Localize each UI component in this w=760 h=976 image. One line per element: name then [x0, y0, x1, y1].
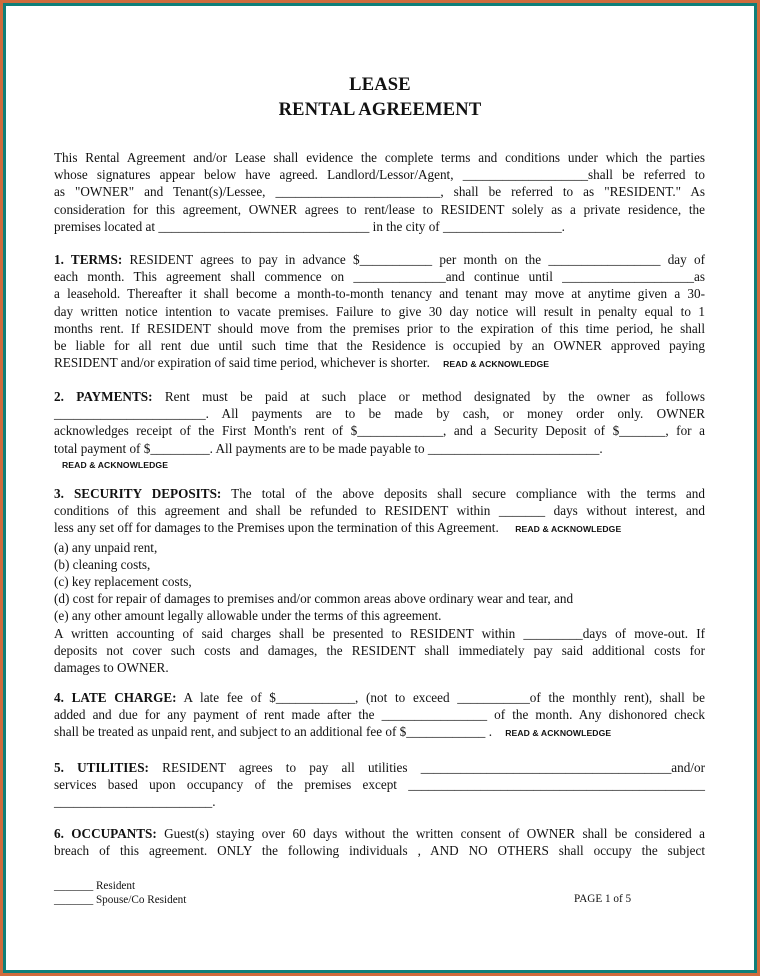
security-read-acknowledge: READ & ACKNOWLEDGE: [515, 524, 622, 535]
utilities-line: ________________________.: [54, 794, 216, 810]
utilities-line: services based upon occupancy of the premises except _____________________________________________: [54, 777, 705, 793]
occupants-heading: 6. OCCUPANTS:: [54, 826, 157, 841]
security-line: less any set off for damages to the Premises upon the termination of this Agreement.: [54, 520, 499, 536]
section-late-charge: [54, 689, 705, 743]
terms-read-acknowledge: READ & ACKNOWLEDGE: [443, 359, 550, 370]
occupants-line: breach of this agreement. ONLY the following individuals , AND NO OTHERS shall occupy the subject: [54, 843, 705, 859]
late-read-acknowledge: READ & ACKNOWLEDGE: [505, 728, 612, 739]
terms-line: be liable for all rent due until such time that the Residence is occupied by an OWNER approved paying: [54, 338, 705, 354]
security-after-line: deposits not cover such costs and damages, the RESIDENT shall immediately pay said additional costs for: [54, 642, 705, 658]
security-list-item: (b) cleaning costs,: [54, 556, 151, 572]
security-list-item: (a) any unpaid rent,: [54, 539, 158, 555]
title-lease: LEASE: [349, 75, 411, 95]
terms-line: day written notice intention to vacate premises. Failure to give 30 day notice will result in penalty equal to 1: [54, 303, 705, 319]
security-list-item: (c) key replacement costs,: [54, 574, 192, 590]
occupants-line: Guest(s) staying over 60 days without the written consent of OWNER shall be considered a: [156, 826, 705, 841]
security-after-line: damages to OWNER.: [54, 660, 169, 676]
utilities-heading: 5. UTILITIES:: [54, 760, 149, 775]
intro-line: This Rental Agreement and/or Lease shall evidence the complete terms and conditions under which the parties: [54, 150, 705, 165]
terms-line: a leasehold. Thereafter it shall become a month-to-month tenancy and tenant may move at anytime given a 30-: [54, 286, 705, 302]
late-line: A late fee of $____________, (not to exceed ___________of the monthly rent), shall be: [176, 690, 705, 705]
security-line: conditions of this agreement and shall be refunded to RESIDENT within _______ days without interest, and: [54, 503, 705, 519]
document-page: [8, 8, 752, 968]
footer-spouse: _______ Spouse/Co Resident: [54, 893, 187, 906]
intro-line: premises located at ________________________________ in the city of __________________.: [54, 218, 565, 234]
payments-line: acknowledges receipt of the First Month's rent of $_____________, and a Security Deposit of $_______, for a: [54, 423, 705, 439]
title-rental-agreement: RENTAL AGREEMENT: [278, 100, 482, 120]
section-utilities: [54, 759, 705, 811]
intro-line: consideration for this agreement, OWNER agrees to rent/lease to RESIDENT solely as a private residence, the: [54, 201, 705, 217]
intro-line: whose signatures appear below have agreed. Landlord/Lessor/Agent, ___________________shall be referred to: [54, 167, 705, 183]
payments-line: Rent must be paid at such place or method designated by the owner as follows: [152, 389, 706, 404]
terms-heading: 1. TERMS:: [54, 252, 123, 267]
terms-line: each month. This agreement shall commence on ______________and continue until ____________________as: [54, 269, 705, 285]
intro-line: as "OWNER" and Tenant(s)/Lessee, _________________________, shall be referred to as "RESIDENT." As: [54, 184, 705, 200]
security-after-line: A written accounting of said charges shall be presented to RESIDENT within _________days of move-out. If: [54, 625, 705, 641]
payments-line: total payment of $_________. All payments are to be made payable to __________________________.: [54, 440, 603, 456]
payments-line: _______________________. All payments are to be made by cash, or money order only. OWNER: [54, 406, 705, 422]
terms-line: RESIDENT agrees to pay in advance $___________ per month on the _________________ day of: [122, 252, 705, 267]
footer-resident: _______ Resident: [54, 880, 136, 892]
payments-heading: 2. PAYMENTS:: [54, 389, 153, 404]
intro-paragraph: [54, 149, 705, 235]
late-line: added and due for any payment of rent made after the ________________ of the month. Any dishonored check: [54, 707, 705, 723]
security-line: The total of the above deposits shall secure compliance with the terms and: [221, 486, 705, 501]
utilities-line: RESIDENT agrees to pay all utilities ______________________________________and/or: [148, 760, 705, 775]
security-list-item: (e) any other amount legally allowable under the terms of this agreement.: [54, 608, 442, 624]
security-heading: 3. SECURITY DEPOSITS:: [54, 486, 222, 501]
section-payments: [54, 388, 705, 472]
section-occupants: [54, 825, 705, 859]
terms-line: RESIDENT and/or expiration of said time period, whichever is shorter.: [54, 355, 430, 371]
late-heading: 4. LATE CHARGE:: [54, 690, 177, 705]
page-number: PAGE 1 of 5: [574, 893, 632, 905]
section-security-deposits: [54, 485, 705, 676]
late-line: shall be treated as unpaid rent, and subject to an additional fee of $____________ .: [54, 724, 492, 740]
footer-initials: [54, 880, 186, 907]
payments-read-acknowledge: READ & ACKNOWLEDGE: [62, 459, 169, 470]
terms-line: months rent. If RESIDENT should move from the premises prior to the expiration of this time period, he shall: [54, 320, 705, 336]
security-list-item: (d) cost for repair of damages to premises and/or common areas above ordinary wear and tear, and: [54, 591, 574, 607]
section-terms: [54, 251, 705, 373]
